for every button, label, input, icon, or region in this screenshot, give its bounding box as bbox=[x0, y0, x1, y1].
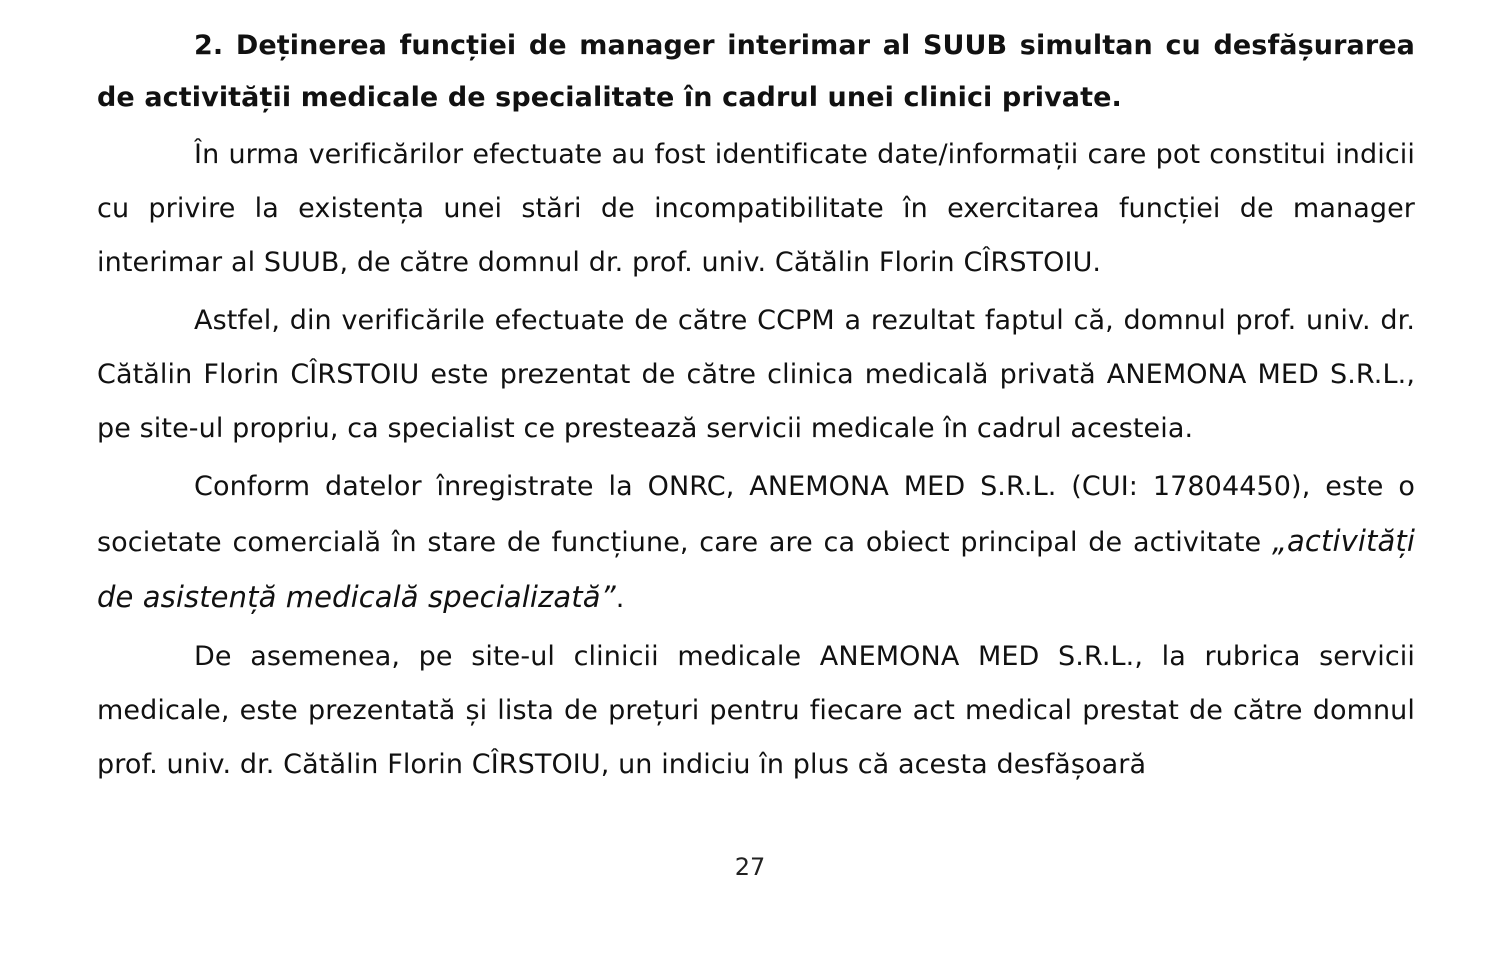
section-heading: 2. Deținerea funcției de manager interimar al SUUB simultan cu desfășurarea de activității medicale de specialitate în cadrul unei clinici private. bbox=[97, 30, 1415, 113]
page-number: 27 bbox=[734, 853, 766, 881]
activity-object-quote: „activități de asistență medicală specializată” bbox=[97, 524, 1415, 614]
paragraph-onrc-data bbox=[97, 460, 1415, 626]
onrc-end-text: . bbox=[615, 583, 625, 614]
document-body bbox=[97, 20, 1415, 792]
paragraph-ccpm-verification: Astfel, din verificările efectuate de către CCPM a rezultat faptul că, domnul prof. univ. dr. Cătălin Florin CÎRSTOIU este prezentat de către clinica medicală privată ANEMONA MED S.R.L., pe site-ul propriu, ca specialist ce prestează servicii medicale în cadrul acesteia. bbox=[97, 305, 1415, 444]
paragraph-price-list: De asemenea, pe site-ul clinicii medicale ANEMONA MED S.R.L., la rubrica servicii medicale, este prezentată și lista de prețuri pentru fiecare act medical prestat de către domnul prof. univ. dr. Cătălin Florin CÎRSTOIU, un indiciu în plus că acesta desfășoară bbox=[97, 641, 1415, 780]
paragraph-incompatibility-findings: În urma verificărilor efectuate au fost identificate date/informații care pot constitui indicii cu privire la existența unei stări de incompatibilitate în exercitarea funcției de manager interimar al SUUB, de către domnul dr. prof. univ. Cătălin Florin CÎRSTOIU. bbox=[97, 139, 1415, 278]
onrc-lead-text: Conform datelor înregistrate la ONRC, ANEMONA MED S.R.L. (CUI: 17804450), este o societate comercială în stare de funcțiune, care are ca obiect principal de activitate bbox=[97, 471, 1415, 558]
